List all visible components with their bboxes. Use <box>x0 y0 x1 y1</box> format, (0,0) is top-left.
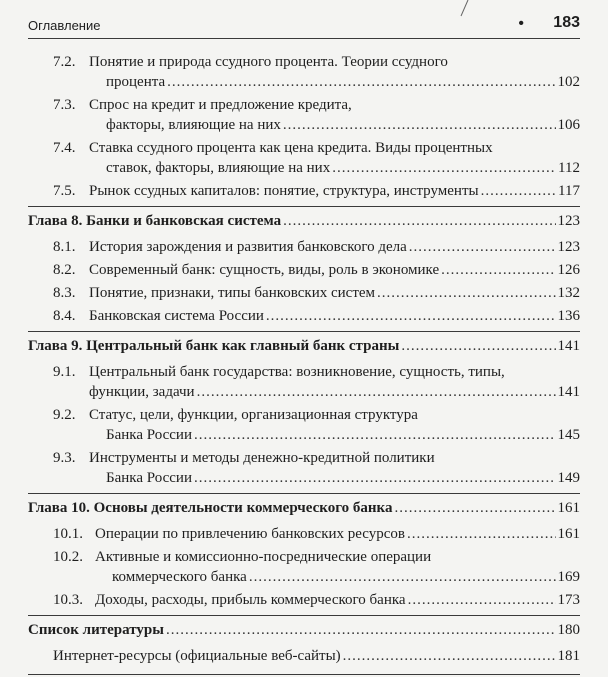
bullet-glyph: • <box>518 15 524 32</box>
entry-title-line: Понятие, признаки, типы банковских систем <box>89 285 376 301</box>
entry-page: 102 <box>557 74 580 90</box>
entry-title-line: процента <box>106 74 166 90</box>
toc-entry-9-1[interactable] <box>28 362 580 402</box>
entry-page: 117 <box>558 183 580 199</box>
entry-page: 106 <box>557 117 580 133</box>
dot-leader <box>283 115 556 135</box>
dot-leader <box>394 498 555 518</box>
running-title: Оглавление <box>28 18 101 33</box>
entry-title-line: Спрос на кредит и предложение кредита, <box>89 97 352 113</box>
entry-number: 9.1. <box>53 364 76 380</box>
entry-title-line: Понятие и природа ссудного процента. Теории ссудного <box>89 54 448 70</box>
entry-page: 161 <box>557 526 580 542</box>
entry-page: 180 <box>557 622 580 638</box>
toc-entry-9-3[interactable] <box>28 448 580 488</box>
entry-title-line: Рынок ссудных капиталов: понятие, структура, инструменты <box>89 183 479 199</box>
entry-page: 126 <box>557 262 580 278</box>
dot-leader <box>343 646 556 666</box>
dot-leader <box>266 306 556 326</box>
entry-number: 8.2. <box>53 262 76 278</box>
dot-leader <box>408 590 556 610</box>
entry-page: 112 <box>558 160 580 176</box>
page-number: 183 <box>553 14 580 31</box>
entry-number: 7.4. <box>53 140 76 156</box>
toc-entry-7-4[interactable] <box>28 138 580 178</box>
entry-number: 8.1. <box>53 239 76 255</box>
entry-title-line: ставок, факторы, влияющие на них <box>106 160 331 176</box>
toc-entry-10-1[interactable] <box>28 524 580 544</box>
entry-title-line: Современный банк: сущность, виды, роль в экономике <box>89 262 440 278</box>
toc-chapter-9[interactable] <box>28 336 580 356</box>
entry-page: 123 <box>557 213 580 229</box>
entry-title-line: Банковская система России <box>89 308 264 324</box>
dot-leader <box>377 283 555 303</box>
dot-leader <box>481 181 556 201</box>
dot-leader <box>166 620 556 640</box>
entry-page: 145 <box>557 427 580 443</box>
dot-leader <box>332 158 556 178</box>
toc-chapter-8[interactable] <box>28 211 580 231</box>
dot-leader <box>194 425 556 445</box>
dot-leader <box>407 524 556 544</box>
toc-entry-9-2[interactable] <box>28 405 580 445</box>
toc-entry-10-3[interactable] <box>28 590 580 610</box>
pen-mark-icon <box>458 0 470 18</box>
entry-page: 123 <box>557 239 580 255</box>
toc-entry-8-4[interactable] <box>28 306 580 326</box>
chapter-title: Глава 9. Центральный банк как главный банк страны <box>28 338 400 354</box>
entry-number: 8.4. <box>53 308 76 324</box>
toc-entry-8-3[interactable] <box>28 283 580 303</box>
entry-title-line: История зарождения и развития банковского дела <box>89 239 407 255</box>
entry-number: 7.5. <box>53 183 76 199</box>
entry-title-line: Операции по привлечению банковских ресурсов <box>95 526 405 542</box>
toc-entry-7-2[interactable] <box>28 52 580 92</box>
dot-leader <box>167 72 555 92</box>
entry-title-line: Банка России <box>106 427 192 443</box>
divider <box>28 674 580 675</box>
table-of-contents <box>28 52 580 675</box>
entry-page: 161 <box>557 500 580 516</box>
entry-number: 9.2. <box>53 407 76 423</box>
entry-number: 7.3. <box>53 97 76 113</box>
dot-leader <box>194 468 556 488</box>
entry-page: 141 <box>557 338 580 354</box>
toc-entry-8-1[interactable] <box>28 237 580 257</box>
toc-entry-7-5[interactable] <box>28 181 580 201</box>
toc-entry-8-2[interactable] <box>28 260 580 280</box>
entry-number: 10.3. <box>53 592 83 608</box>
entry-title-line: Центральный банк государства: возникновение, сущность, типы, <box>89 364 505 380</box>
dot-leader <box>249 567 556 587</box>
entry-page: 132 <box>557 285 580 301</box>
entry-number: 7.2. <box>53 54 76 70</box>
entry-title-line: Инструменты и методы денежно-кредитной политики <box>89 450 435 466</box>
entry-title-line: Статус, цели, функции, организационная структура <box>89 407 418 423</box>
entry-page: 173 <box>557 592 580 608</box>
entry-page: 169 <box>557 569 580 585</box>
entry-page: 149 <box>557 470 580 486</box>
entry-number: 10.2. <box>53 549 83 565</box>
entry-title-line: Доходы, расходы, прибыль коммерческого банка <box>95 592 406 608</box>
dot-leader <box>197 382 556 402</box>
entry-title-line: Банка России <box>106 470 192 486</box>
entry-title-line: коммерческого банка <box>112 569 247 585</box>
entry-number: 9.3. <box>53 450 76 466</box>
entry-title-line: функции, задачи <box>89 384 195 400</box>
dot-leader <box>409 237 556 257</box>
chapter-title: Список литературы <box>28 622 164 638</box>
entry-page: 136 <box>557 308 580 324</box>
entry-number: 10.1. <box>53 526 83 542</box>
entry-page: 181 <box>557 648 580 664</box>
entry-title-line: Ставка ссудного процента как цена кредита. Виды процентных <box>89 140 493 156</box>
entry-page: 141 <box>557 384 580 400</box>
entry-number: 8.3. <box>53 285 76 301</box>
header-rule <box>28 38 580 39</box>
entry-title-line: факторы, влияющие на них <box>106 117 281 133</box>
chapter-title: Глава 10. Основы деятельности коммерческого банка <box>28 500 393 516</box>
toc-entry-10-2[interactable] <box>28 547 580 587</box>
dot-leader <box>283 211 555 231</box>
toc-bibliography[interactable] <box>28 620 580 640</box>
entry-title-line: Активные и комиссионно-посреднические операции <box>95 549 432 565</box>
toc-internet-resources[interactable] <box>28 646 580 666</box>
toc-entry-7-3[interactable] <box>28 95 580 135</box>
entry-title-line: Интернет-ресурсы (официальные веб-сайты) <box>53 648 341 664</box>
dot-leader <box>401 336 555 356</box>
page-header <box>28 14 580 38</box>
toc-chapter-10[interactable] <box>28 498 580 518</box>
chapter-title: Глава 8. Банки и банковская система <box>28 213 282 229</box>
dot-leader <box>441 260 555 280</box>
